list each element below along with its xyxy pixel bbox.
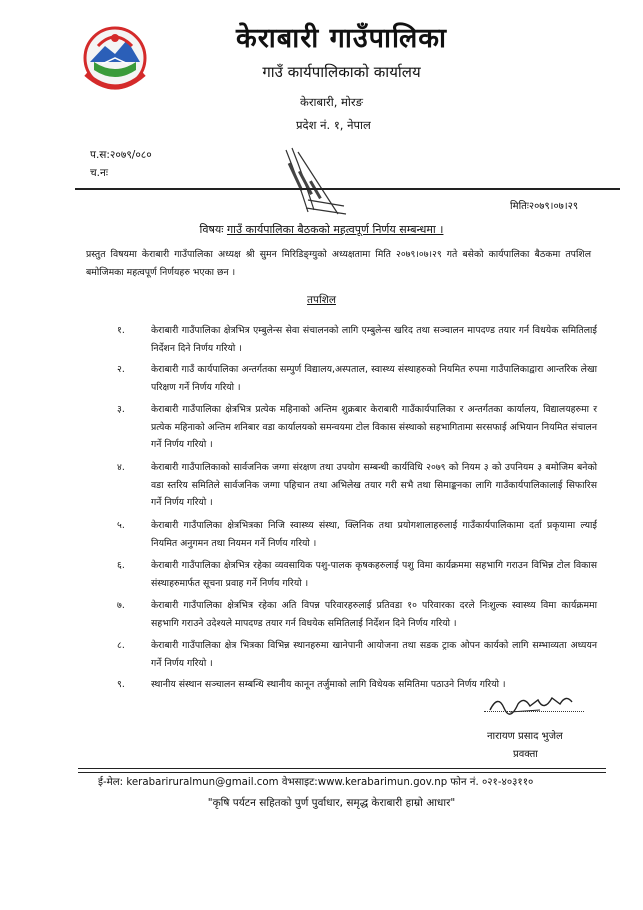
decision-number: ६. [117, 560, 125, 571]
decision-text: केराबारी गाउँपालिका क्षेत्र भित्रका विभिन्न स्थानहरुमा खानेपानी आयोजना तथा सडक ट्राक ओपन कार्यको लागि सम्भाव्यता अध्ययन गर्ने निर्णय गरियो । [151, 640, 597, 669]
signature [480, 690, 580, 720]
signature-line [484, 711, 584, 712]
phone-label: फोन नं. [450, 777, 479, 788]
decision-number: १. [117, 325, 125, 336]
decision-number: २. [117, 364, 125, 375]
footer-contact [98, 774, 533, 788]
decision-item-4 [117, 459, 597, 513]
decision-item-6 [117, 557, 597, 593]
website-label: वेभसाइट: [281, 777, 318, 788]
decision-text: स्थानीय संस्थान सञ्चालन सम्बन्धि स्थानीय कानून तर्जुमाको लागि विधेयक समितिमा पठाउने निर्णय गरियो । [151, 679, 506, 690]
office-title: केराबारी गाउँपालिका [236, 23, 447, 54]
decision-number: ७. [117, 600, 125, 611]
subject-text: गाउँ कार्यपालिका बैठकको महत्वपूर्ण निर्णय सम्बन्धमा । [226, 223, 444, 236]
decision-number: ५. [117, 520, 125, 531]
decision-item-7 [117, 597, 597, 633]
footer-divider-bottom [78, 772, 606, 773]
subject-line [0, 222, 643, 237]
official-stamp [278, 140, 348, 220]
decision-item-5 [117, 517, 597, 553]
dispatch-number: च.नः [90, 167, 108, 179]
address-line-2: प्रदेश नं. १, नेपाल [296, 118, 371, 132]
email-label: ई-मेल: [98, 777, 124, 788]
reference-number: प.स:२०७९/०८० [90, 149, 152, 161]
details-heading: तपशिल [307, 294, 336, 306]
website-link[interactable]: www.kerabarimun.gov.np [317, 777, 448, 788]
footer-slogan: "कृषि पर्यटन सहितको पुर्ण पुर्वाधार, समृद्ध केराबारी हाम्रो आधार" [207, 797, 456, 809]
decision-number: ८. [117, 640, 125, 651]
decision-item-3 [117, 401, 597, 455]
decision-text: केराबारी गाउँपालिका क्षेत्रभित्रका निजि स्वास्थ्य संस्था, क्लिनिक तथा प्रयोगशालाहरुलाई गाउँकार्यपालिकामा दर्ता प्रकृयामा ल्याई नियमित अनुगमन तथा नियमन गर्ने निर्णय गरियो । [151, 520, 597, 549]
decision-number: ९. [117, 679, 125, 690]
letter-date: मितिः२०७९।०७।२९ [510, 201, 579, 212]
phone-number: ०२१-४०३११० [481, 777, 534, 788]
decision-item-2 [117, 361, 597, 397]
decision-item-8 [117, 637, 597, 673]
decision-text: केराबारी गाउँपालिका क्षेत्रभित्र प्रत्येक महिनाको अन्तिम शुक्रबार केराबारी गाउँकार्यपालिका र अन्तर्गतका कार्यालय, विद्यालयहरुमा र प्रत्येक महिनाको अन्तिम शनिबार वडा कार्यालयको समन्वयमा टोल विकास संस्थाको सहभागितामा सरसफाई अभियान नियमित संचालन गर्ने निर्णय गरियो । [151, 404, 597, 450]
decision-text: केराबारी गाउँपालिकाको सार्वजनिक जग्गा संरक्षण तथा उपयोग सम्बन्धी कार्यविधि २०७९ को नियम ३ को उपनियम ३ बमोजिम बनेको वडा स्तरिय समितिले सार्वजनिक जग्गा पहिचान तथा अभिलेख तयार गरी सभै तथा सिमाङ्कनका लागि गाउँकार्यपालिकालाई सिफारिस गर्ने निर्णय गरियो । [151, 462, 597, 508]
signatory-name: नारायण प्रसाद भुजेल [487, 731, 563, 742]
decision-number: ३. [117, 404, 125, 415]
intro-paragraph: प्रस्तुत विषयमा केराबारी गाउँपालिका अध्यक्ष श्री सुमन मिरिडिङ्ग्युको अध्यक्षतामा मिति २०७९।०७।२९ गते बसेको कार्यपालिका बैठकमा तपशिल बमोजिमका महत्वपूर्ण निर्णयहरु भएका छन । [86, 249, 591, 278]
decision-text: केराबारी गाउँपालिका क्षेत्रभित्र एम्बुलेन्स सेवा संचालनको लागि एम्बुलेन्स खरिद तथा सञ्चालन मापदण्ड तयार गर्न विधयेक समितिलाई निर्देशन दिने निर्णय गरियो । [151, 325, 597, 354]
subject-label: विषयः [199, 223, 224, 236]
decision-text: केराबारी गाउँपालिका क्षेत्रभित्र रहेका व्यवसायिक पशु-पालक कृषकहरुलाई पशु विमा कार्यक्रममा सहभागि गराउन विभिन्न टोल विकास संस्थाहरुमार्फत सूचना प्रवाह गर्ने निर्णय गरियो । [151, 560, 597, 589]
decision-number: ४. [117, 462, 125, 473]
address-line-1: केराबारी, मोरङ [300, 95, 363, 109]
office-subtitle: गाउँ कार्यपालिकाको कार्यालय [262, 63, 421, 81]
header-divider [75, 188, 620, 190]
signatory-role: प्रवक्ता [513, 749, 538, 760]
decision-text: केराबारी गाउँपालिका क्षेत्रभित्र रहेका अति विपन्न परिवारहरुलाई प्रतिवडा १० परिवारका दरले निःशुल्क स्वास्थ्य विमा कार्यक्रममा सहभागि गराउने उदेश्यले मापदण्ड तयार गर्न विधयेक समितिलाई निर्देशन दिने निर्णय गरियो । [151, 600, 597, 629]
email-link[interactable]: kerabariruralmun@gmail.com [126, 777, 279, 788]
footer-divider-top [78, 768, 606, 769]
decision-text: केराबारी गाउँ कार्यपालिका अन्तर्गतका सम्पुर्ण विद्यालय,अस्पताल, स्वास्थ्य संस्थाहरुको नियमित रुपमा गाउँपालिकाद्वारा आन्तरिक लेखा परिक्षण गर्ने निर्णय गरियो । [151, 364, 597, 393]
decision-item-1 [117, 322, 597, 358]
